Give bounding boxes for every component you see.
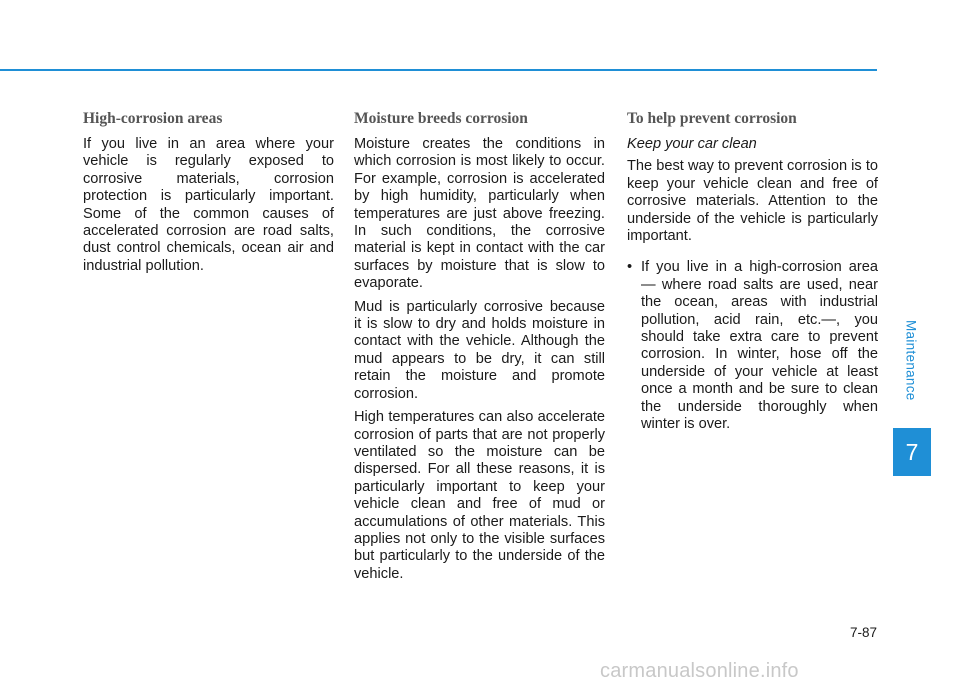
section-label: Maintenance: [903, 319, 919, 401]
list-item: [627, 259, 878, 433]
body-paragraph: If you live in an area where your vehicle is regularly exposed to corrosive materials, corrosion protection is particularly important. Some of the common causes of accelerated corrosion are road salts, dust control chemicals, ocean air and industrial pollution.: [83, 136, 334, 274]
body-paragraph: Mud is particularly corrosive because it is slow to dry and holds moisture in contact with the vehicle. Although the mud appears to be dry, it can still retain the moisture and promote corrosion.: [354, 298, 605, 402]
body-paragraph: Moisture creates the conditions in which corrosion is most likely to occur. For example, corrosion is accelerated by high humidity, particularly when temperatures are just above freezing. In such conditions, the corrosive material is kept in contact with the car surfaces by moisture that is slow to evaporate.: [354, 136, 605, 292]
list-item-text: If you live in a high-corrosion area — where road salts are used, near the ocean, areas with industrial pollution, acid rain, etc.—, you should take extra care to prevent corrosion. In winter, hose off the underside of your vehicle at least once a month and be sure to clean the underside thoroughly when winter is over.: [641, 259, 878, 433]
column-moisture: [354, 110, 605, 589]
chapter-side-label: [897, 300, 925, 420]
bullet-icon: •: [627, 259, 633, 276]
chapter-tab: 7: [893, 428, 931, 476]
column-prevent-corrosion: [627, 110, 878, 434]
body-paragraph: High temperatures can also accelerate corrosion of parts that are not properly ventilated so the moisture can be dispersed. For all these reasons, it is particularly important to keep your vehicle clean and free of mud or accumulations of other materials. This applies not only to the visible surfaces but particularly to the underside of the vehicle.: [354, 409, 605, 582]
section-heading: High-corrosion areas: [83, 110, 223, 127]
page-number: 7-87: [849, 625, 877, 640]
section-heading: Moisture breeds corrosion: [354, 110, 528, 127]
header-rule: [0, 69, 877, 71]
body-paragraph: The best way to prevent corrosion is to keep your vehicle clean and free of corrosive materials. Attention to the underside of the vehicle is particularly important.: [627, 158, 878, 245]
column-high-corrosion: [83, 110, 334, 281]
section-heading: To help prevent corrosion: [627, 110, 797, 127]
watermark: carmanualsonline.info: [600, 660, 799, 682]
subheading: Keep your car clean: [627, 136, 757, 152]
bullet-list: [627, 259, 878, 433]
